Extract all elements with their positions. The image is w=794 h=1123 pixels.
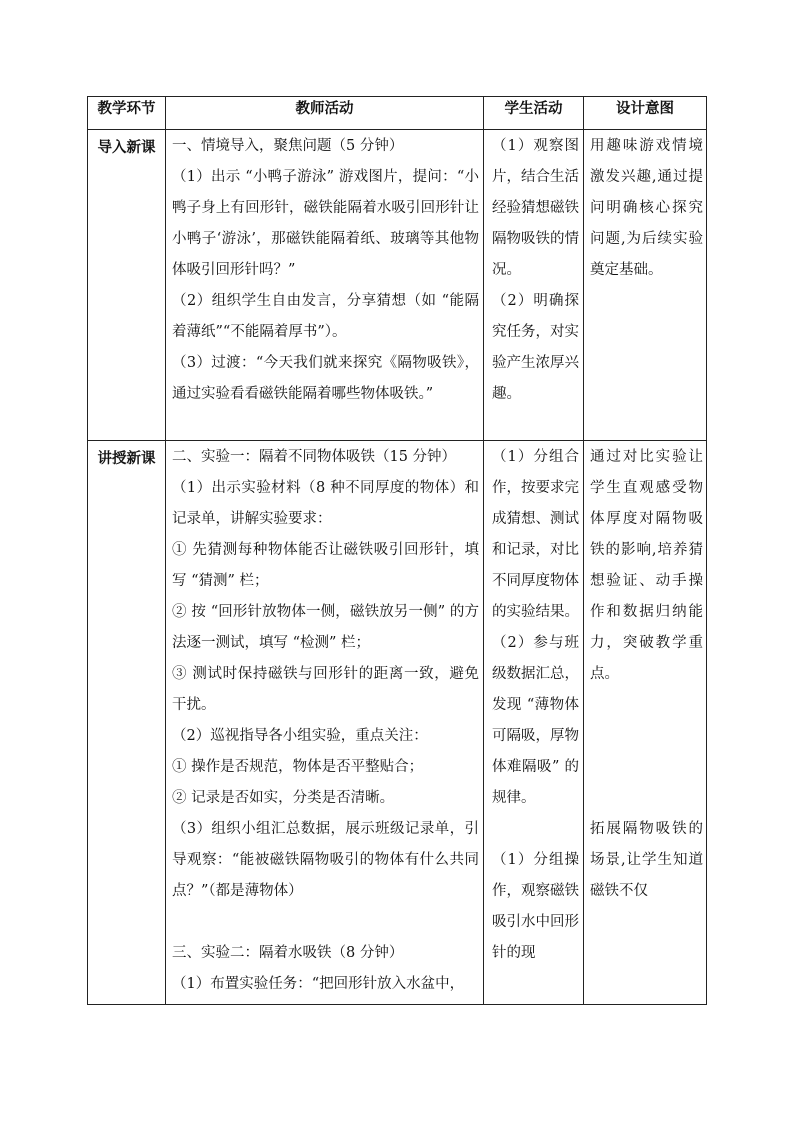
spacer [590, 752, 703, 783]
lesson-plan-table [87, 96, 707, 1005]
header-teacher-activity: 教师活动 [166, 97, 484, 130]
header-row [88, 97, 707, 130]
paragraph: （1）观察图片，结合生活经验猜想磁铁隔物吸铁的情况。 [492, 138, 579, 278]
paragraph: （1）布置实验任务：“把回形针放入水盆中， [172, 976, 465, 992]
paragraph: ③ 测试时保持磁铁与回形针的距离一致，避免干扰。 [172, 666, 479, 713]
paragraph: 拓展隔物吸铁的场景,让学生知道磁铁不仅 [590, 821, 703, 899]
paragraph: （2）组织学生自由发言，分享猜想（如 “能隔着薄纸”“不能隔着厚书”）。 [172, 293, 479, 340]
section-heading: 一、情境导入，聚焦问题（5 分钟） [172, 138, 404, 154]
phase-cell: 讲授新课 [88, 441, 166, 1005]
paragraph: （1）分组操作，观察磁铁吸引水中回形针的现 [492, 852, 579, 961]
paragraph: （2）参与班级数据汇总，发现 “薄物体可隔吸，厚物体难隔吸” 的规律。 [492, 635, 579, 806]
section-heading: 三、实验二：隔着水吸铁（8 分钟） [172, 945, 404, 961]
spacer [590, 690, 703, 721]
paragraph: （3）组织小组汇总数据，展示班级记录单，引导观察：“能被磁铁隔物吸引的物体有什么共同点？”（都是薄物体） [172, 821, 479, 899]
spacer [172, 907, 479, 938]
paragraph: 用趣味游戏情境激发兴趣,通过提问明确核心探究问题,为后续实验奠定基础。 [590, 138, 703, 278]
paragraph: （2）明确探究任务，对实验产生浓厚兴趣。 [492, 293, 579, 402]
teacher-activity-cell [166, 130, 484, 441]
phase-cell: 导入新课 [88, 130, 166, 441]
paragraph: 通过对比实验让学生直观感受物体厚度对隔物吸铁的影响,培养猜想验证、动手操作和数据归纳能力，突破教学重点。 [590, 449, 703, 682]
paragraph: （1）出示 “小鸭子游泳” 游戏图片，提问：“小鸭子身上有回形针，磁铁能隔着水吸引回形针让小鸭子‘游泳’，那磁铁能隔着纸、玻璃等其他物体吸引回形针吗？” [172, 169, 479, 278]
paragraph: ① 先猜测每种物体能否让磁铁吸引回形针，填写 “猜测” 栏； [172, 542, 479, 589]
design-intent-cell [584, 441, 707, 1005]
table-row [88, 130, 707, 441]
design-intent-cell [584, 130, 707, 441]
paragraph: （2）巡视指导各小组实验，重点关注： [172, 728, 428, 744]
paragraph: （1）出示实验材料（8 种不同厚度的物体）和记录单，讲解实验要求： [172, 480, 479, 527]
spacer [590, 783, 703, 814]
table-row [88, 441, 707, 1005]
header-phase: 教学环节 [88, 97, 166, 130]
spacer [492, 814, 579, 845]
header-student-activity: 学生活动 [484, 97, 584, 130]
student-activity-cell [484, 441, 584, 1005]
teacher-activity-cell [166, 441, 484, 1005]
paragraph: ① 操作是否规范，物体是否平整贴合； [172, 759, 424, 775]
spacer [590, 721, 703, 752]
header-design-intent: 设计意图 [584, 97, 707, 130]
paragraph: （1）分组合作，按要求完成猜想、测试和记录，对比不同厚度物体的实验结果。 [492, 449, 579, 620]
paragraph: （3）过渡：“今天我们就来探究《隔物吸铁》，通过实验看看磁铁能隔着哪些物体吸铁。” [172, 355, 479, 402]
paragraph: ② 记录是否如实，分类是否清晰。 [172, 790, 395, 806]
paragraph: ② 按 “回形针放物体一侧，磁铁放另一侧” 的方法逐一测试，填写 “检测” 栏； [172, 604, 479, 651]
section-heading: 二、实验一：隔着不同物体吸铁（15 分钟） [172, 449, 457, 465]
student-activity-cell [484, 130, 584, 441]
